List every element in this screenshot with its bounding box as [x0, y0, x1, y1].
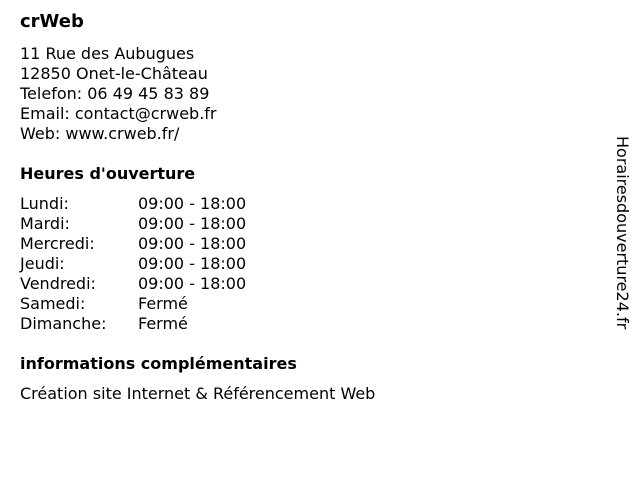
business-name: crWeb	[20, 11, 84, 32]
street-address: 11 Rue des Aubugues	[20, 44, 195, 63]
hours-row-monday	[20, 194, 246, 214]
email-address: Email: contact@crweb.fr	[20, 104, 217, 123]
hours-row-tuesday	[20, 214, 246, 234]
additional-info-heading: informations complémentaires	[20, 354, 297, 373]
opening-hours-table	[20, 194, 246, 334]
hours-day: Jeudi:	[20, 254, 65, 273]
website-address: Web: www.crweb.fr/	[20, 124, 180, 143]
phone-number: Telefon: 06 49 45 83 89	[20, 84, 210, 103]
city-address: 12850 Onet-le-Château	[20, 64, 208, 83]
hours-time: Fermé	[138, 294, 188, 313]
hours-day: Lundi:	[20, 194, 69, 213]
hours-time: 09:00 - 18:00	[138, 254, 247, 273]
hours-row-sunday	[20, 314, 246, 334]
opening-hours-heading: Heures d'ouverture	[20, 164, 196, 183]
hours-day: Mardi:	[20, 214, 70, 233]
hours-day: Mercredi:	[20, 234, 95, 253]
hours-day: Dimanche:	[20, 314, 107, 333]
hours-time: 09:00 - 18:00	[138, 234, 247, 253]
hours-time: 09:00 - 18:00	[138, 274, 247, 293]
hours-row-saturday	[20, 294, 246, 314]
hours-row-friday	[20, 274, 246, 294]
watermark-text: Horairesdouverture24.fr	[613, 136, 632, 330]
contact-block	[20, 44, 217, 144]
hours-row-thursday	[20, 254, 246, 274]
hours-row-wednesday	[20, 234, 246, 254]
hours-day: Samedi:	[20, 294, 86, 313]
hours-time: 09:00 - 18:00	[138, 214, 247, 233]
hours-time: 09:00 - 18:00	[138, 194, 247, 213]
additional-info-text: Création site Internet & Référencement Web	[20, 384, 376, 403]
hours-day: Vendredi:	[20, 274, 96, 293]
hours-time: Fermé	[138, 314, 188, 333]
